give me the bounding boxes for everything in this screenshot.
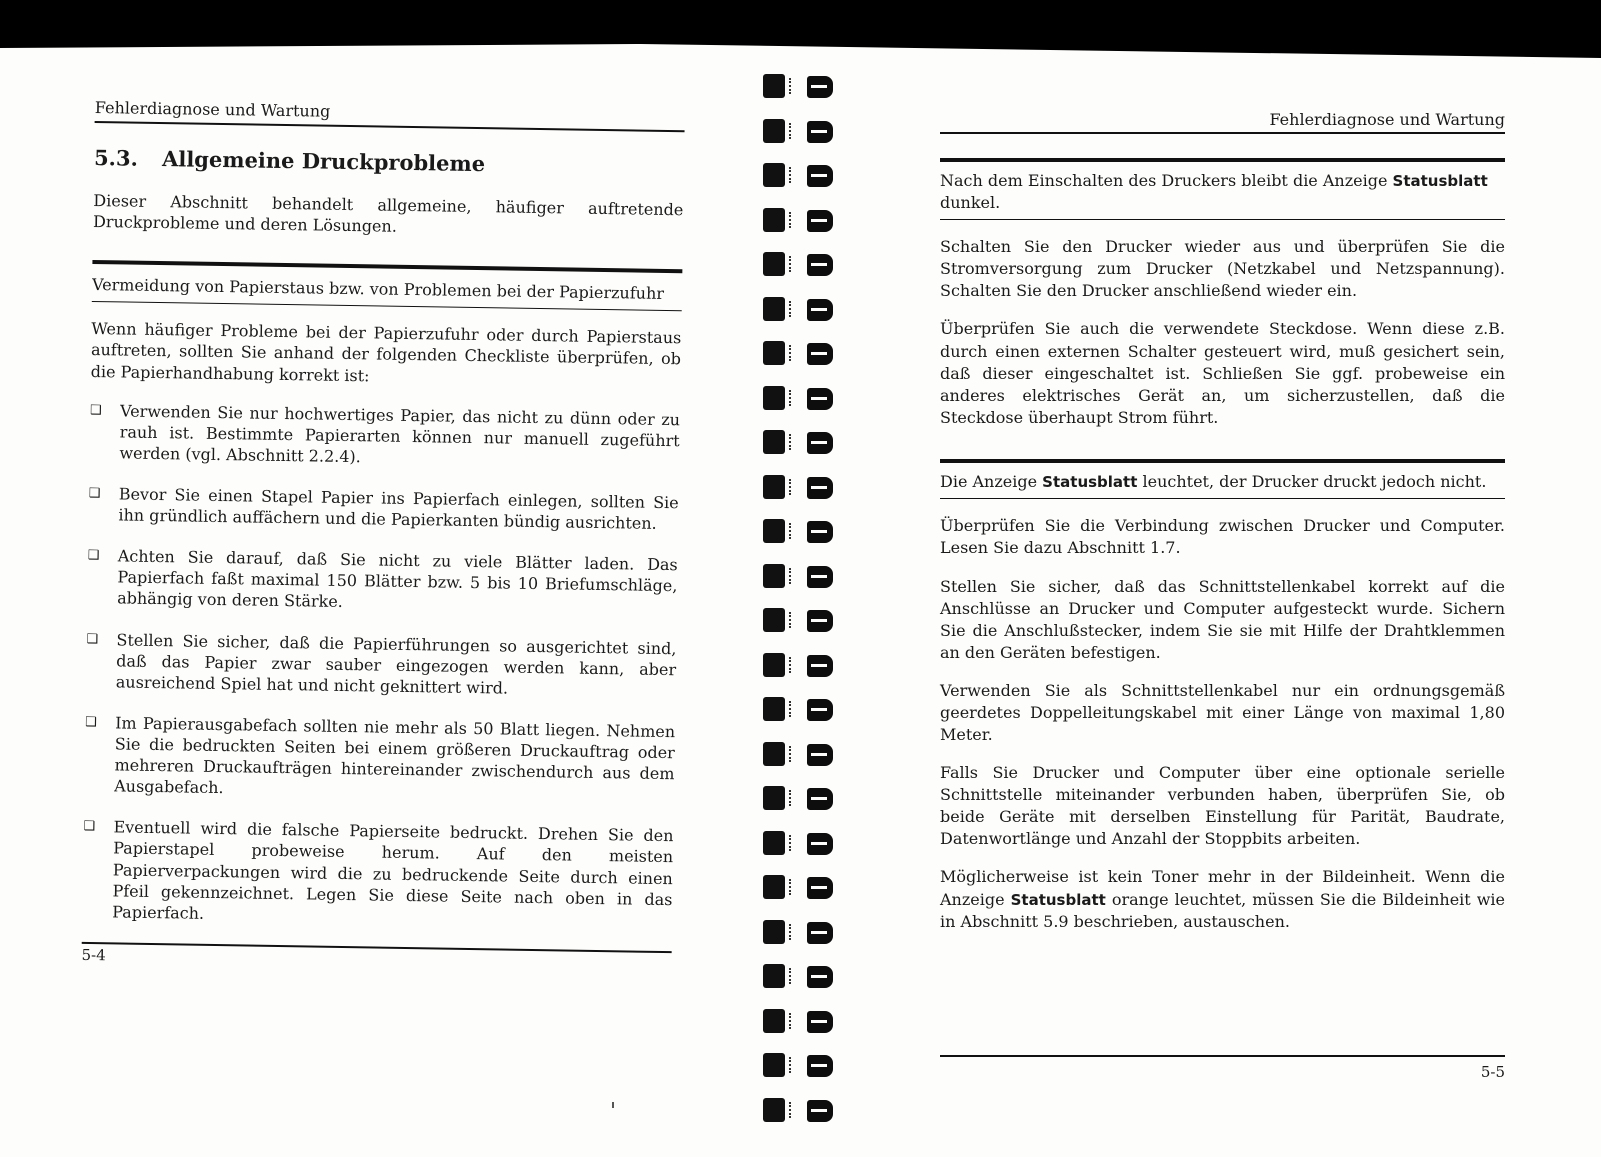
perforation <box>789 924 794 940</box>
punch-hole <box>763 430 785 454</box>
paragraph: Schalten Sie den Drucker wieder aus und überprüfen Sie die Stromversorgung zum Drucker (Netzkabel und Netzspannung). Schalten Sie den Drucker anschließend wieder ein. <box>940 237 1505 301</box>
punch-hole <box>763 653 785 677</box>
binding-ring <box>755 428 845 458</box>
perforation <box>789 212 794 228</box>
checklist-item-text: Verwenden Sie nur hochwertiges Papier, das nicht zu dünn oder zu rauh ist. Bestimmte Papierarten können nur manuell zugeführt werden (vgl. Abschnitt 2.2.4). <box>119 401 681 467</box>
problem-heading-text: leuchtet, der Drucker druckt jedoch nicht. <box>1137 471 1487 491</box>
coil-loop <box>807 610 833 632</box>
checkbox-icon: ❑ <box>87 548 100 564</box>
binding-ring <box>755 918 845 948</box>
punch-hole <box>763 742 785 766</box>
checklist-item <box>88 483 679 534</box>
coil-loop <box>807 521 833 543</box>
punch-hole <box>763 163 785 187</box>
coil-loop <box>807 432 833 454</box>
topic-heading: Vermeidung von Papierstaus bzw. von Problemen bei der Papierzufuhr <box>92 260 683 311</box>
punch-hole <box>763 74 785 98</box>
coil-loop <box>807 833 833 855</box>
section-number: 5.3. <box>93 144 139 171</box>
coil-loop <box>807 566 833 588</box>
checklist-item <box>82 816 674 931</box>
binding-ring <box>755 1096 845 1126</box>
perforation <box>789 390 794 406</box>
punch-hole <box>763 875 785 899</box>
punch-hole <box>763 608 785 632</box>
paragraph <box>940 866 1505 932</box>
spiral-binding <box>755 72 845 1132</box>
checkbox-icon: ❑ <box>83 819 96 835</box>
perforation <box>789 78 794 94</box>
perforation <box>789 479 794 495</box>
punch-hole <box>763 786 785 810</box>
checklist-item-text: Eventuell wird die falsche Papierseite bedruckt. Drehen Sie den Papierstapel probeweise herum. Auf den meisten Papierverpackungen wird die zu bedruckende Seite durch einen Pfeil gekennzeichnet. Legen Sie diese Seite nach oben in das Papierfach. <box>112 817 674 923</box>
punch-hole <box>763 697 785 721</box>
perforation <box>789 1013 794 1029</box>
perforation <box>789 345 794 361</box>
problem-heading-2 <box>940 459 1505 500</box>
binding-ring <box>755 384 845 414</box>
coil-loop <box>807 966 833 988</box>
coil-loop <box>807 1055 833 1077</box>
checklist-item <box>87 545 678 618</box>
perforation <box>789 123 794 139</box>
coil-loop <box>807 877 833 899</box>
binding-ring <box>755 562 845 592</box>
paragraph: Stellen Sie sicher, daß das Schnittstellenkabel korrekt auf die Anschlüsse an Drucker und Computer aufgesteckt wurde. Sichern Sie die Anschlußstecker, indem Sie sie mit Hilfe der Drahtklemmen an den Geräten befestigen. <box>940 576 1505 662</box>
perforation <box>789 301 794 317</box>
coil-loop <box>807 699 833 721</box>
problem-heading-text: Die Anzeige <box>940 471 1043 491</box>
checklist-item <box>86 628 677 701</box>
coil-loop <box>807 788 833 810</box>
coil-loop <box>807 76 833 98</box>
perforation <box>789 701 794 717</box>
punch-hole <box>763 475 785 499</box>
punch-hole <box>763 519 785 543</box>
binding-ring <box>755 962 845 992</box>
paragraph-text: Möglicherweise ist kein Toner mehr in der Bildeinheit. Wenn die Anzeige <box>940 867 1505 909</box>
running-header-right: Fehlerdiagnose und Wartung <box>940 110 1505 134</box>
binding-ring <box>755 339 845 369</box>
punch-hole <box>763 1053 785 1077</box>
binding-ring <box>755 206 845 236</box>
punch-hole <box>763 964 785 988</box>
perforation <box>789 657 794 673</box>
punch-hole <box>763 252 785 276</box>
page-number-right: 5-5 <box>940 1055 1505 1081</box>
coil-loop <box>807 477 833 499</box>
paragraph: Überprüfen Sie auch die verwendete Steckdose. Wenn diese z.B. durch einen externen Schalter gesteuert wird, muß gesichert sein, daß dieser eingeschaltet ist. Schließen Sie ggf. probeweise ein anderes elektrisches Gerät an, um sicherzustellen, daß die Steckdose überhaupt Strom führt. <box>940 319 1505 427</box>
binding-ring <box>755 606 845 636</box>
perforation <box>789 1057 794 1073</box>
page-number-left: 5-4 <box>81 942 671 973</box>
coil-loop <box>807 299 833 321</box>
coil-loop <box>807 343 833 365</box>
coil-loop <box>807 744 833 766</box>
perforation <box>789 523 794 539</box>
left-page <box>81 98 685 973</box>
right-page <box>940 110 1506 1081</box>
punch-hole <box>763 386 785 410</box>
paragraph-text: orange leuchtet, müssen Sie die Bildeinheit wie in Abschnitt 5.9 beschrieben, austauschen. <box>940 889 1506 931</box>
binding-ring <box>755 117 845 147</box>
perforation <box>789 790 794 806</box>
problem-heading-text: Nach dem Einschalten des Druckers bleibt die Anzeige <box>940 171 1393 190</box>
punch-hole <box>763 208 785 232</box>
binding-ring <box>755 695 845 725</box>
binding-ring <box>755 784 845 814</box>
checklist-item-text: Stellen Sie sicher, daß die Papierführungen so ausgerichtet sind, daß das Papier zwar sauber eingezogen werden kann, aber ausreichend Spiel hat und nicht geknittert wird. <box>115 629 677 698</box>
perforation <box>789 1102 794 1118</box>
checklist-item <box>89 400 680 473</box>
punch-hole <box>763 1098 785 1122</box>
perforation <box>789 879 794 895</box>
checkbox-icon: ❑ <box>89 402 102 418</box>
punch-hole <box>763 1009 785 1033</box>
binding-ring <box>755 517 845 547</box>
coil-loop <box>807 1100 833 1122</box>
paper-speck <box>612 1102 614 1108</box>
checkbox-icon: ❑ <box>86 631 99 647</box>
punch-hole <box>763 297 785 321</box>
binding-ring <box>755 1051 845 1081</box>
coil-loop <box>807 165 833 187</box>
coil-loop <box>807 655 833 677</box>
perforation <box>789 968 794 984</box>
paragraph: Überprüfen Sie die Verbindung zwischen Drucker und Computer. Lesen Sie dazu Abschnitt 1.7. <box>940 516 1505 558</box>
section-title-text: Allgemeine Druckprobleme <box>161 146 486 177</box>
binding-ring <box>755 1007 845 1037</box>
coil-loop <box>807 922 833 944</box>
punch-hole <box>763 564 785 588</box>
checkbox-icon: ❑ <box>88 485 101 502</box>
punch-hole <box>763 341 785 365</box>
perforation <box>789 568 794 584</box>
binding-ring <box>755 250 845 280</box>
status-indicator-label: Statusblatt <box>1042 472 1138 491</box>
punch-hole <box>763 920 785 944</box>
perforation <box>789 835 794 851</box>
perforation <box>789 256 794 272</box>
binding-ring <box>755 829 845 859</box>
perforation <box>789 434 794 450</box>
running-header-left: Fehlerdiagnose und Wartung <box>95 98 685 132</box>
intro-paragraph: Dieser Abschnitt behandelt allgemeine, häufiger auftretende Druckprobleme und deren Lösungen. <box>92 190 684 236</box>
checklist-item-text: Bevor Sie einen Stapel Papier ins Papierfach einlegen, sollten Sie ihn gründlich auffächern und die Papierkanten bündig ausrichten. <box>118 484 679 533</box>
coil-loop <box>807 1011 833 1033</box>
checklist-item-text: Im Papierausgabefach sollten nie mehr als 50 Blatt liegen. Nehmen Sie die bedruckten Seiten bei einem größeren Druckauftrag oder mehreren Druckaufträgen hintereinander zwischendurch aus dem Ausgabefach. <box>114 713 676 798</box>
checklist <box>82 400 680 931</box>
checklist-intro: Wenn häufiger Probleme bei der Papierzufuhr oder durch Papierstaus auftreten, sollten Sie anhand der folgenden Checkliste überprüfen, ob die Papierhandhabung korrekt ist: <box>90 319 682 385</box>
binding-ring <box>755 161 845 191</box>
checkbox-icon: ❑ <box>85 714 97 730</box>
problem-heading-1 <box>940 158 1505 220</box>
status-indicator-label: Statusblatt <box>1010 890 1106 909</box>
punch-hole <box>763 831 785 855</box>
binding-ring <box>755 72 845 102</box>
section-title <box>94 145 684 179</box>
problem-heading-text: dunkel. <box>940 192 1001 212</box>
checklist-item <box>84 712 675 806</box>
paragraph: Verwenden Sie als Schnittstellenkabel nur ein ordnungsgemäß geerdetes Doppelleitungskabel mit einer Länge von maximal 1,80 Meter. <box>940 680 1505 745</box>
binding-ring <box>755 873 845 903</box>
perforation <box>789 612 794 628</box>
perforation <box>789 746 794 762</box>
coil-loop <box>807 254 833 276</box>
coil-loop <box>807 210 833 232</box>
perforation <box>789 167 794 183</box>
coil-loop <box>807 121 833 143</box>
binding-ring <box>755 651 845 681</box>
coil-loop <box>807 388 833 410</box>
binding-ring <box>755 295 845 325</box>
punch-hole <box>763 119 785 143</box>
binding-ring <box>755 740 845 770</box>
status-indicator-label: Statusblatt <box>1392 172 1488 190</box>
checklist-item-text: Achten Sie darauf, daß Sie nicht zu viele Blätter laden. Das Papierfach faßt maximal 150 Blätter bzw. 5 bis 10 Briefumschläge, abhängig von deren Stärke. <box>116 546 678 612</box>
binding-ring <box>755 473 845 503</box>
paragraph: Falls Sie Drucker und Computer über eine optionale serielle Schnittstelle miteinander verbunden haben, überprüfen Sie, ob beide Geräte mit derselben Einstellung für Parität, Baudrate, Datenwortlänge und Anzahl der Stoppbits arbeiten. <box>940 763 1505 849</box>
